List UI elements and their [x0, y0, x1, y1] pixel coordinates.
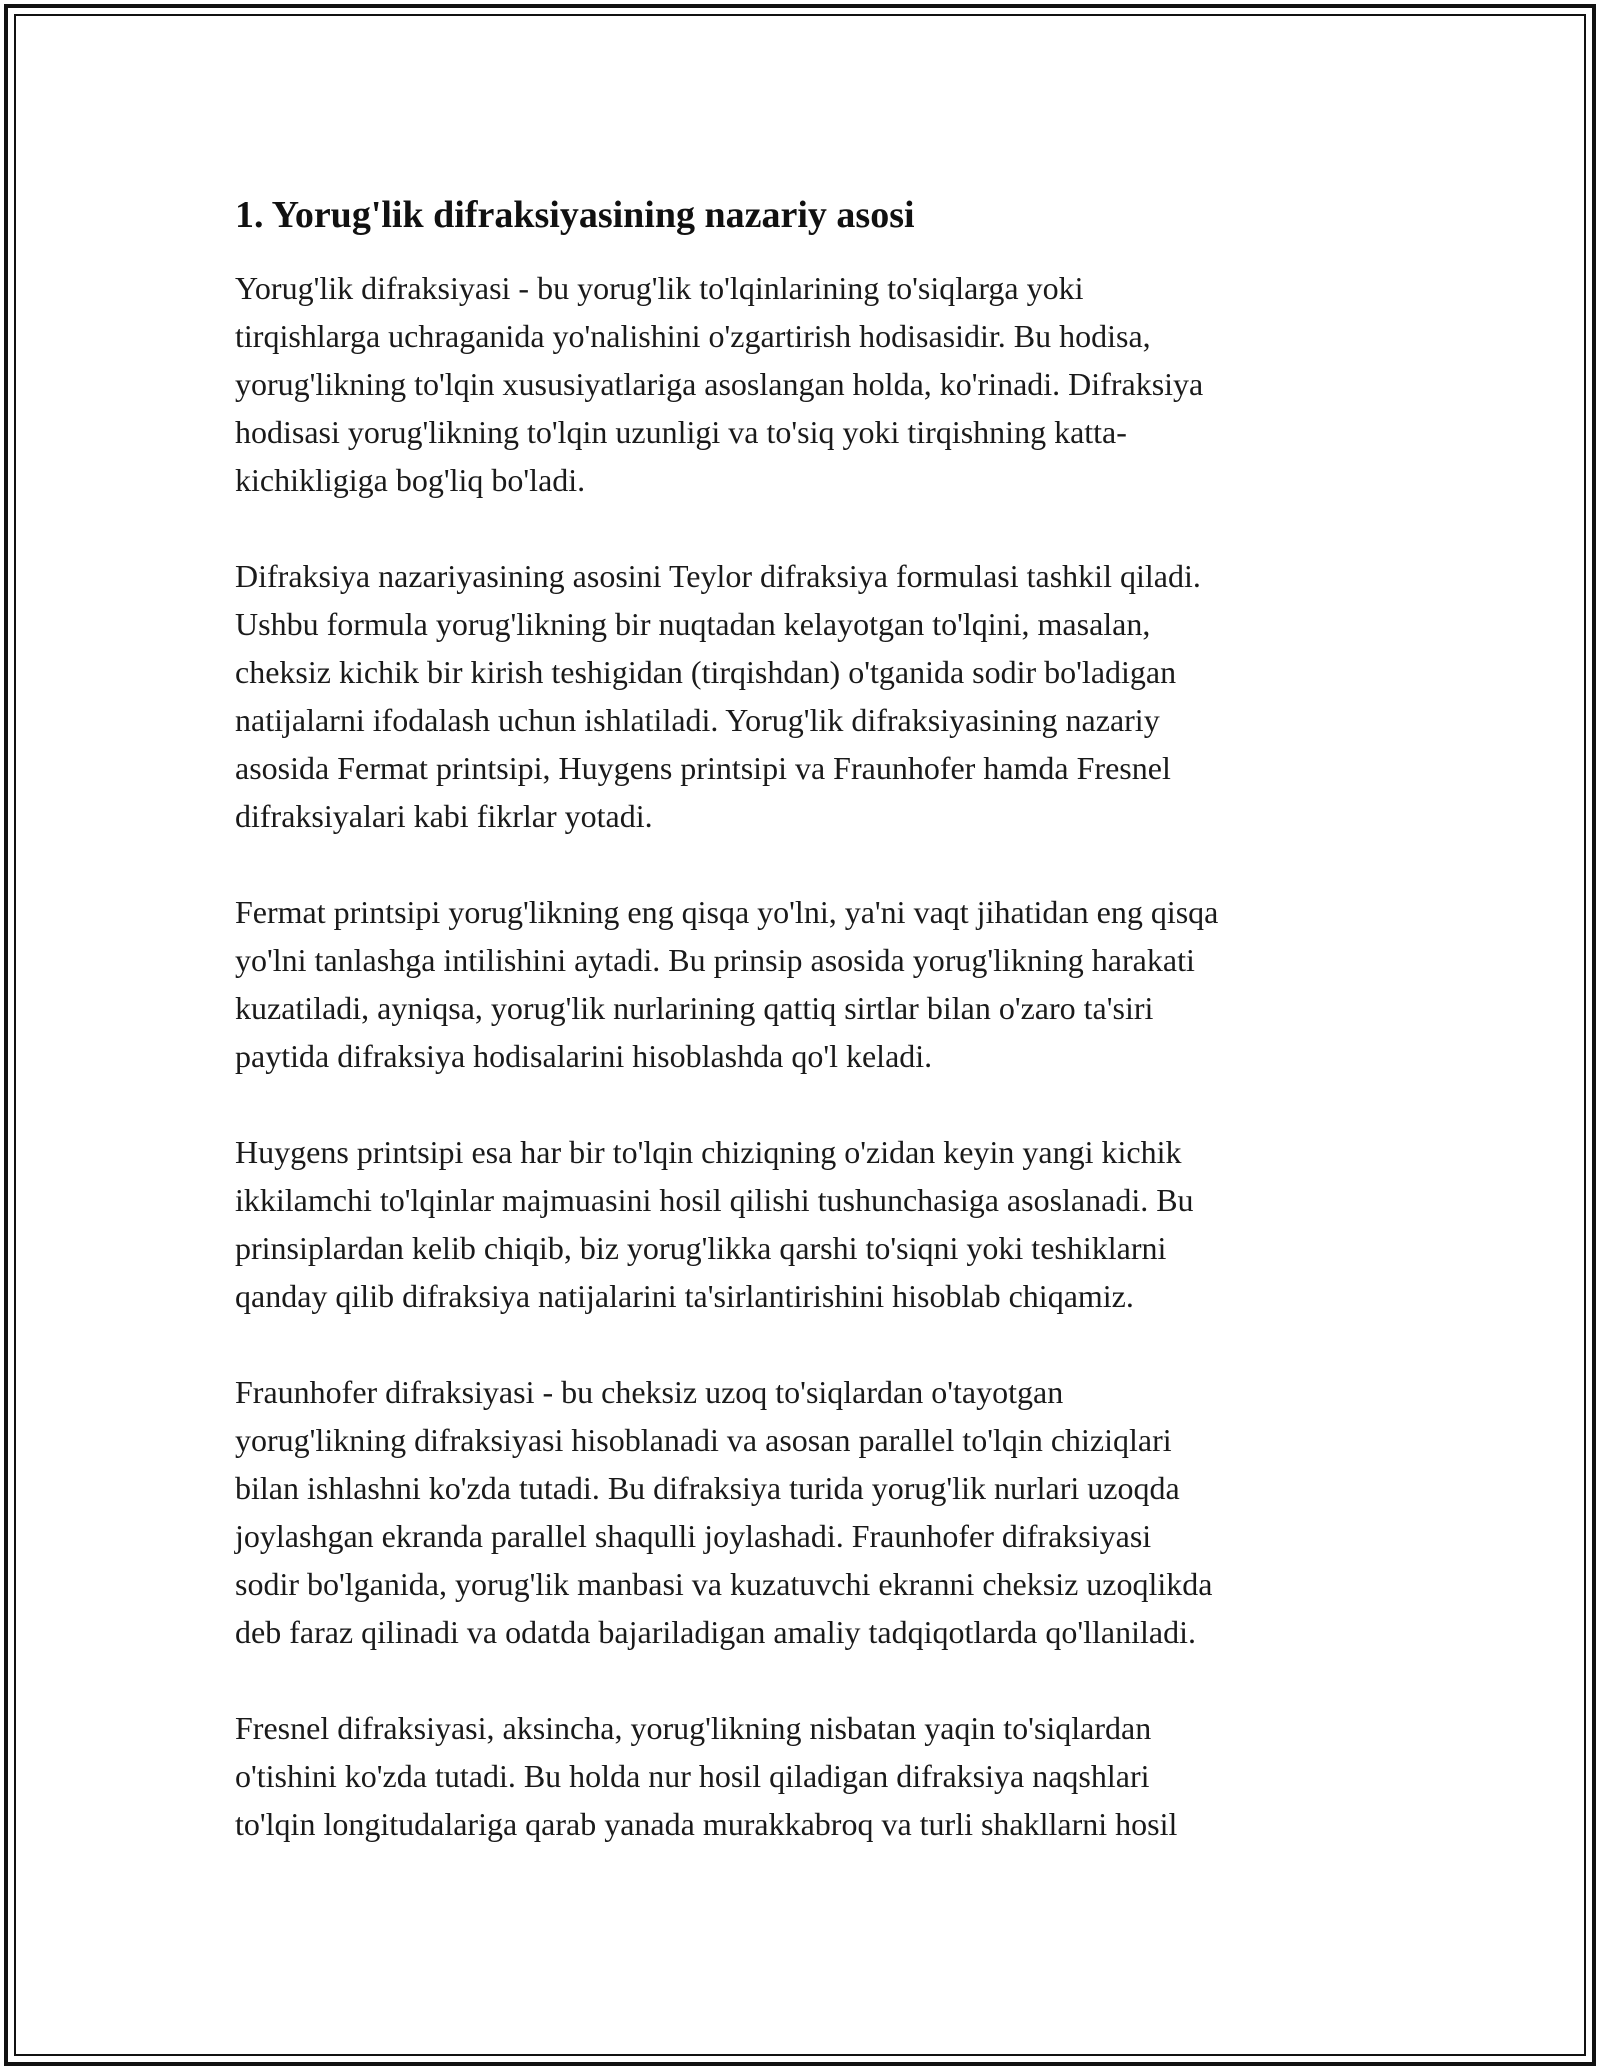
document-body — [235, 188, 1375, 1896]
paragraph-definition: Yorug'lik difraksiyasi - bu yorug'lik to'lqinlarining to'siqlarga yoki tirqishlarga uchraganida yo'nalishini o'zgartirish hodisasidir. Bu hodisa, yorug'likning to'lqin xususiyatlariga asoslangan holda, ko'rinadi. Difraksiya hodisasi yorug'likning to'lqin uzunligi va to'siq yoki tirqishning katta- kichikligiga bog'liq bo'ladi. — [235, 270, 1204, 498]
paragraph-fermat-principle: Fermat printsipi yorug'likning eng qisqa yo'lni, ya'ni vaqt jihatidan eng qisqa yo'lni tanlashga intilishini aytadi. Bu prinsip asosida yorug'likning harakati kuzatiladi, ayniqsa, yorug'lik nurlarining qattiq sirtlar bilan o'zaro ta'siri paytida difraksiya hodisalarini hisoblashda qo'l keladi. — [235, 894, 1219, 1074]
paragraph-huygens-principle: Huygens printsipi esa har bir to'lqin chiziqning o'zidan keyin yangi kichik ikkilamchi to'lqinlar majmuasini hosil qilishi tushunchasiga asoslanadi. Bu prinsiplardan kelib chiqib, biz yorug'likka qarshi to'siqni yoki teshiklarni qanday qilib difraksiya natijalarini ta'sirlantirishini hisoblab chiqamiz. — [235, 1134, 1194, 1314]
section-heading: 1. Yorug'lik difraksiyasining nazariy asosi — [235, 194, 915, 236]
paragraph-fresnel-diffraction: Fresnel difraksiyasi, aksincha, yorug'likning nisbatan yaqin to'siqlardan o'tishini ko'zda tutadi. Bu holda nur hosil qiladigan difraksiya naqshlari to'lqin longitudalariga qarab yanada murakkabroq va turli shakllarni hosil — [235, 1710, 1178, 1842]
paragraph-fraunhofer-diffraction: Fraunhofer difraksiyasi - bu cheksiz uzoq to'siqlardan o'tayotgan yorug'likning difraksiyasi hisoblanadi va asosan parallel to'lqin chiziqlari bilan ishlashni ko'zda tutadi. Bu difraksiya turida yorug'lik nurlari uzoqda joylashgan ekranda parallel shaqulli joylashadi. Fraunhofer difraksiyasi sodir bo'lganida, yorug'lik manbasi va kuzatuvchi ekranni cheksiz uzoqlikda deb faraz qilinadi va odatda bajariladigan amaliy tadqiqotlarda qo'llaniladi. — [235, 1374, 1213, 1650]
paragraph-theory-basis: Difraksiya nazariyasining asosini Teylor difraksiya formulasi tashkil qiladi. Ushbu formula yorug'likning bir nuqtadan kelayotgan to'lqini, masalan, cheksiz kichik bir kirish teshigidan (tirqishdan) o'tganida sodir bo'ladigan natijalarni ifodalash uchun ishlatiladi. Yorug'lik difraksiyasining nazariy asosida Fermat printsipi, Huygens printsipi va Fraunhofer hamda Fresnel difraksiyalari kabi fikrlar yotadi. — [235, 558, 1201, 834]
